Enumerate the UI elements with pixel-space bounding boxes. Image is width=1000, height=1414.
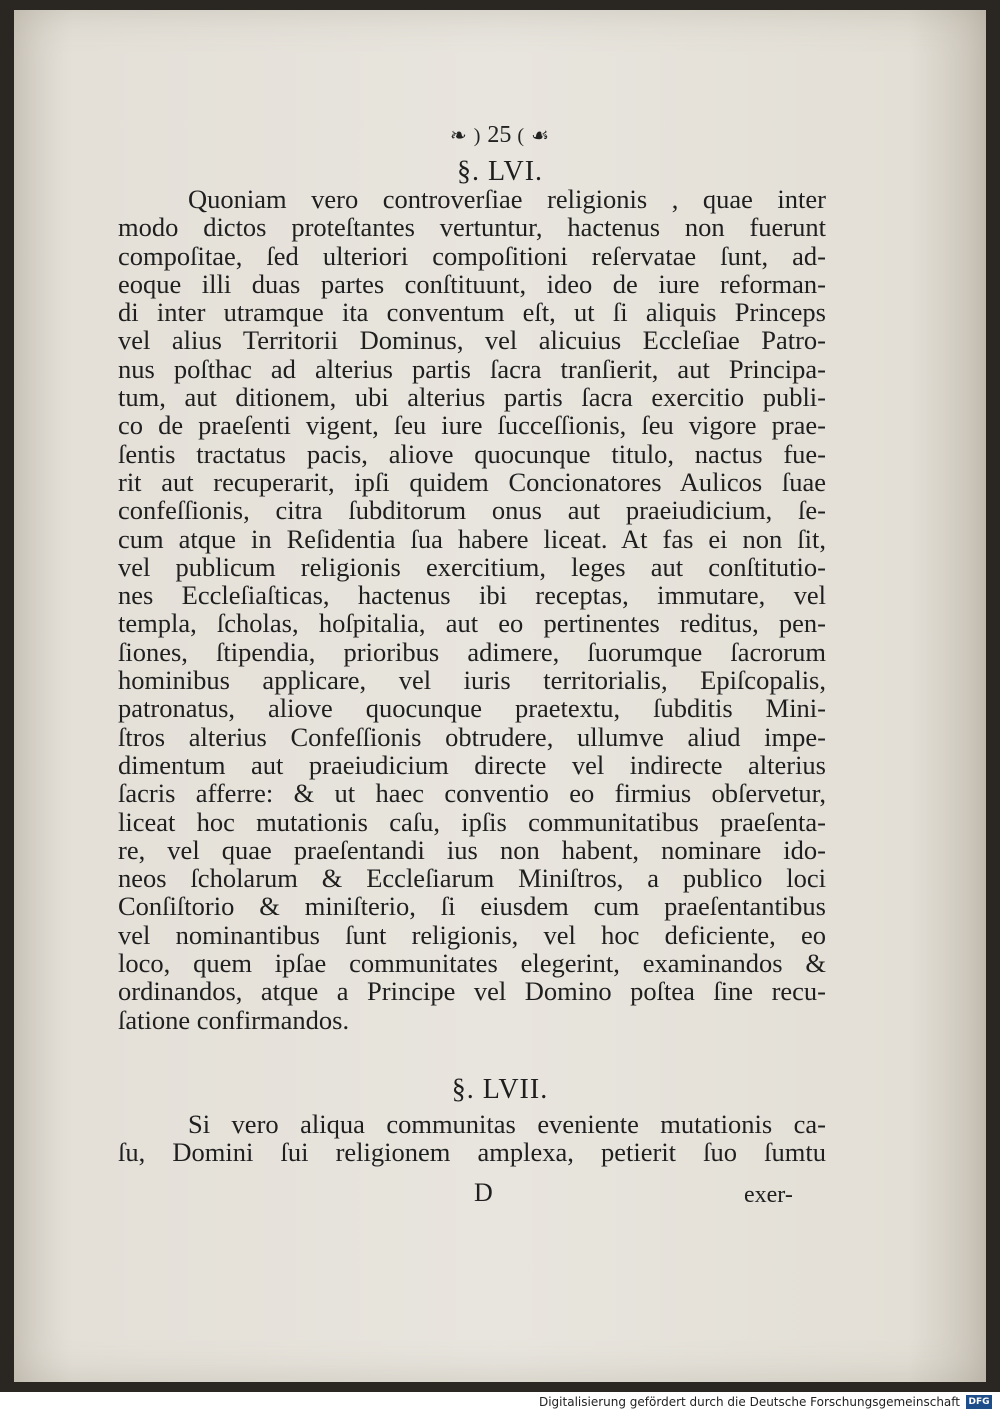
dfg-logo: DFG	[966, 1395, 992, 1409]
text-line: modo dictos proteſtantes vertuntur, hactenus non fuerunt	[118, 212, 826, 243]
footer-bar	[0, 1392, 1000, 1414]
signature-mark: D	[474, 1178, 493, 1207]
catchword: exer-	[744, 1182, 793, 1208]
paragraph-lvi	[118, 185, 826, 1034]
ornament-left: ❧ )	[449, 125, 482, 147]
text-line: ſtros alterius Confeſſionis obtrudere, ullumve aliud impe-	[118, 721, 826, 752]
page-number: 25	[487, 122, 512, 148]
text-line: vel publicum religionis exercitium, leges aut conſtitutio-	[118, 551, 826, 582]
text-line: cum atque in Reſidentia ſua habere liceat. At fas ei non ſit,	[118, 523, 826, 554]
page-number-line	[14, 122, 986, 149]
text-line: vel nominantibus ſunt religionis, vel hoc deficiente, eo	[118, 919, 826, 950]
text-line: rit aut recuperarit, ipſi quidem Concionatores Aulicos ſuae	[118, 466, 826, 497]
text-line: co de praeſenti vigent, ſeu iure ſucceſſionis, ſeu vigore prae-	[118, 410, 826, 441]
section-heading-lvi: §. LVI.	[456, 156, 544, 187]
text-line: tum, aut ditionem, ubi alterius partis ſacra exercitio publi-	[118, 382, 826, 413]
text-line: ſacris afferre: & ut haec conventio eo firmius obſervetur,	[118, 778, 826, 809]
text-line: ſentis tractatus pacis, aliove quocunque titulo, nactus fue-	[118, 438, 826, 469]
text-line: compoſitae, ſed ulteriori compoſitioni reſervatae ſunt, ad-	[118, 240, 826, 271]
footer-credit: Digitalisierung gefördert durch die Deutsche Forschungsgemeinschaft	[538, 1395, 960, 1409]
text-line: re, vel quae praeſentandi ius non habent, nominare ido-	[118, 834, 826, 865]
text-line: Quoniam vero controverſiae religionis , quae inter	[188, 184, 826, 214]
text-line: hominibus applicare, vel iuris territorialis, Epiſcopalis,	[118, 665, 826, 696]
text-line: loco, quem ipſae communitates elegerint, examinandos &	[118, 948, 826, 979]
book-page	[14, 10, 986, 1382]
text-line: confeſſionis, citra ſubditorum onus aut praeiudicium, ſe-	[118, 495, 826, 526]
text-line: ſatione confirmandos.	[118, 1004, 350, 1035]
section-heading-lvii: §. LVII.	[451, 1074, 549, 1105]
text-line: di inter utramque ita conventum eſt, ut ſi aliquis Princeps	[118, 297, 826, 328]
text-line: templa, ſcholas, hoſpitalia, aut eo pertinentes reditus, pen-	[118, 608, 826, 639]
text-line: liceat hoc mutationis caſu, ipſis communitatibus praeſenta-	[118, 806, 826, 837]
text-line: ſu, Domini ſui religionem amplexa, petierit ſuo ſumtu	[118, 1137, 826, 1168]
text-line: eoque illi duas partes conſtituunt, ideo de iure reforman-	[118, 268, 826, 299]
text-line: Conſiſtorio & miniſterio, ſi eiusdem cum praeſentantibus	[118, 891, 826, 922]
text-line: Si vero aliqua communitas eveniente mutationis ca-	[188, 1109, 826, 1139]
text-line: nes Eccleſiaſticas, hactenus ibi receptas, immutare, vel	[118, 580, 826, 611]
text-line: vel alius Territorii Dominus, vel alicuius Eccleſiae Patro-	[118, 325, 826, 356]
text-line: dimentum aut praeiudicium directe vel indirecte alterius	[118, 749, 826, 780]
text-line: nus poſthac ad alterius partis ſacra tranſierit, aut Principa-	[118, 353, 826, 384]
text-line: neos ſcholarum & Eccleſiarum Miniſtros, a publico loci	[118, 863, 826, 894]
text-line: ſiones, ſtipendia, prioribus adimere, ſuorumque ſacrorum	[118, 636, 826, 667]
text-line: ordinandos, atque a Principe vel Domino poſtea ſine recu-	[118, 976, 826, 1007]
text-line: patronatus, aliove quocunque praetextu, ſubditis Mini-	[118, 693, 826, 724]
ornament-right: ( ☙	[517, 125, 550, 147]
paragraph-lvii	[118, 1110, 826, 1167]
